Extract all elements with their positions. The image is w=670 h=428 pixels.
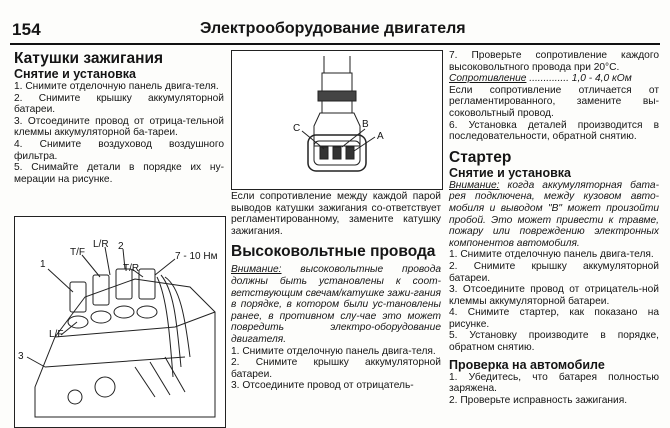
step: 3. Отсоедините провод от отрицатель-ной клеммы аккумуляторной батареи.	[449, 284, 659, 307]
step: 1. Убедитесь, что батарея полностью заряжена.	[449, 371, 659, 395]
connector-label: B	[362, 119, 369, 130]
figure-label: L/F	[49, 329, 64, 340]
subsection-removal: Снятие и установка	[14, 67, 137, 81]
header-rule	[10, 43, 660, 45]
resistance-dots: ..............	[529, 73, 569, 85]
warning-text: высоковольтные провода должны быть установлены к соот-ветствующим свечам/катушке зажи-гания в порядке, в котором были ус-тановлены ранее, в противном слу-чае это может повредить электро-оборудование двигателя.	[231, 264, 441, 345]
paragraph: Если сопротивление отличается от регламентированного, замените вы-соковольтный провод.	[449, 84, 659, 119]
figure-ignition-coils	[14, 216, 226, 428]
figure-label: T/F	[70, 247, 85, 258]
section-title-hv-wires: Высоковольтные провода	[231, 243, 436, 261]
subsection-check: Проверка на автомобиле	[449, 357, 605, 372]
paragraph: Если сопротивление между каждой парой выводов катушки зажигания со-ответствует регламентированному, замените катушку зажигания.	[231, 191, 441, 237]
resistance-value: 1,0 - 4,0 кОм	[571, 73, 632, 85]
coil-connector-drawing	[232, 51, 442, 189]
figure-label: 2	[118, 241, 124, 252]
figure-label: 3	[18, 351, 24, 362]
step: 2. Снимите крышку аккумуляторной батареи.	[231, 357, 441, 380]
subsection-removal: Снятие и установка	[449, 165, 572, 180]
step: 5. Установку производите в порядке, обратном снятию.	[449, 330, 659, 354]
column-right	[449, 50, 659, 406]
step: 1. Снимите отделочную панель двига-теля.	[449, 249, 654, 261]
step: 2. Проверьте исправность зажигания.	[449, 394, 628, 406]
torque-label: 7 - 10 Нм	[175, 251, 218, 262]
column-middle	[231, 191, 441, 392]
figure-coil-connector	[231, 50, 443, 190]
step: 1. Снимите отделочную панель двига-теля.	[231, 345, 436, 357]
section-title-ignition-coils: Катушки зажигания	[14, 50, 164, 67]
step: 6. Установка деталей производится в последовательности, обратной снятию.	[449, 119, 659, 143]
connector-label: C	[293, 123, 301, 134]
column-left	[14, 50, 224, 185]
step: 1. Снимите отделочную панель двига-теля.	[14, 81, 219, 92]
warning-label: Внимание:	[449, 179, 500, 191]
figure-label: L/R	[93, 239, 109, 250]
warning-text: когда аккумуляторная бата-рея подключена, между кузовом авто-мобиля и выводом "B" может произойти пробой. Это может привести к травме, пожару или повреждению электронных компонентов автомобиля.	[449, 179, 659, 249]
warning-paragraph	[449, 180, 659, 250]
section-title-starter: Стартер	[449, 148, 512, 166]
figure-label: 1	[40, 259, 46, 270]
chapter-title: Электрооборудование двигателя	[200, 20, 466, 37]
step: 7. Проверьте сопротивление каждого высоковольтного провода при 20°С.	[449, 50, 659, 73]
step: 4. Снимите воздуховод воздушного фильтра.	[14, 138, 224, 162]
connector-label: A	[377, 131, 384, 142]
step: 2. Снимите крышку аккумуляторной батареи.	[449, 260, 659, 284]
step: 4. Снимите стартер, как показано на рисунке.	[449, 307, 659, 330]
warning-paragraph	[231, 264, 441, 345]
step: 3. Отсоедините провод от отрица-тельной клеммы аккумуляторной ба-тареи.	[14, 115, 224, 139]
resistance-label: Сопротивление	[449, 73, 527, 85]
step: 2. Снимите крышку аккумуляторной батареи.	[14, 92, 224, 116]
resistance-spec	[449, 73, 659, 85]
figure-label: T/R	[123, 263, 140, 274]
warning-label: Внимание:	[231, 264, 282, 276]
step: 3. Отсоедините провод от отрицатель-	[231, 380, 414, 392]
page-number: 154	[12, 20, 41, 39]
step: 5. Снимайте детали в порядке их ну-мерации на рисунке.	[14, 162, 224, 185]
